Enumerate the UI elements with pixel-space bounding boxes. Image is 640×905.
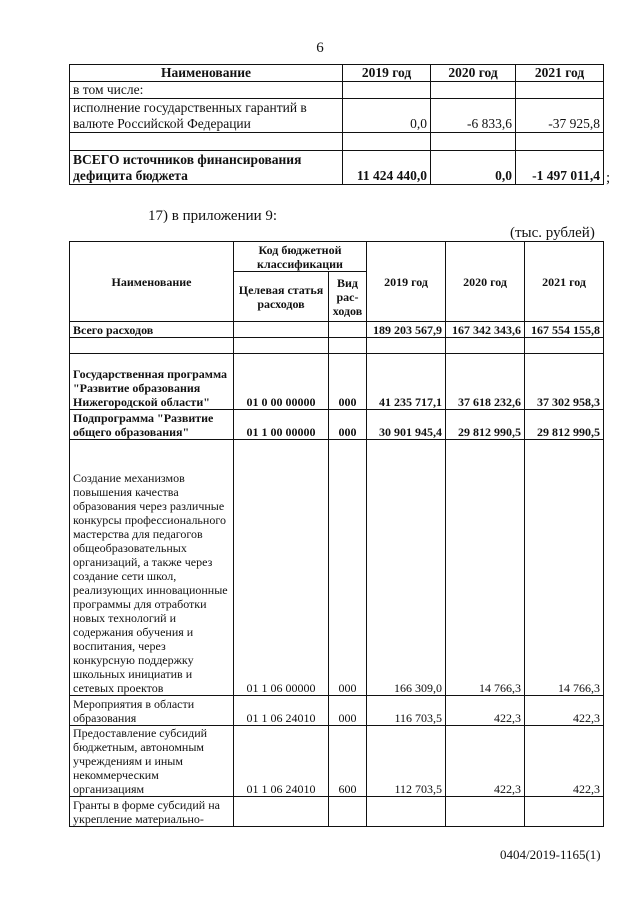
table-row [70, 726, 604, 797]
cell-2021: 422,3 [525, 726, 604, 797]
cell-type [329, 797, 367, 827]
cell-2020: 14 766,3 [446, 440, 525, 696]
cell-2019 [367, 797, 446, 827]
cell-2021: 37 302 958,3 [525, 354, 604, 410]
cell-2020: 167 342 343,6 [446, 322, 525, 338]
cell-type: 000 [329, 696, 367, 726]
expenses-header-top [70, 242, 604, 272]
cell-2019: 0,0 [343, 99, 431, 133]
trailing-semicolon: ; [606, 170, 611, 186]
cell-2020: 29 812 990,5 [446, 410, 525, 440]
cell-target: 01 1 06 24010 [234, 726, 329, 797]
cell-2020: -6 833,6 [431, 99, 516, 133]
cell-2020: 422,3 [446, 726, 525, 797]
table-row [70, 440, 604, 696]
cell-2020: 37 618 232,6 [446, 354, 525, 410]
row-name: Мероприятия в области образования [70, 696, 234, 726]
cell-target: 01 1 06 00000 [234, 440, 329, 696]
cell-2020: 0,0 [431, 151, 516, 185]
header-2020: 2020 год [446, 242, 525, 322]
cell-2020 [431, 133, 516, 151]
cell-2021: 167 554 155,8 [525, 322, 604, 338]
cell-target [234, 338, 329, 354]
cell-type [329, 338, 367, 354]
cell-2020 [431, 82, 516, 99]
cell-2021: -1 497 011,4 [516, 151, 604, 185]
cell-2019: 112 703,5 [367, 726, 446, 797]
cell-type [329, 322, 367, 338]
cell-2019 [343, 82, 431, 99]
cell-target: 01 1 00 00000 [234, 410, 329, 440]
page-number: 6 [316, 40, 324, 56]
cell-target [234, 797, 329, 827]
cell-2021 [516, 133, 604, 151]
cell-type: 000 [329, 410, 367, 440]
document-code: 0404/2019-1165(1) [500, 847, 601, 862]
cell-2019: 166 309,0 [367, 440, 446, 696]
table-row [70, 338, 604, 354]
cell-2021: 29 812 990,5 [525, 410, 604, 440]
row-name: Всего расходов [70, 322, 234, 338]
expenses-table [69, 241, 604, 827]
sources-table [69, 64, 604, 185]
row-name: ВСЕГО источников финансирования дефицита бюджета [70, 151, 343, 185]
units-label: (тыс. рублей) [510, 225, 595, 241]
header-2019: 2019 год [367, 242, 446, 322]
cell-2021 [516, 82, 604, 99]
cell-target [234, 322, 329, 338]
cell-2019: 30 901 945,4 [367, 410, 446, 440]
row-name: Государственная программа "Развитие образования Нижегородской области" [70, 354, 234, 410]
expenses-body [70, 322, 604, 827]
cell-2020: 422,3 [446, 696, 525, 726]
row-name: Предоставление субсидий бюджетным, автономным учреждениям и иным некоммерческим организациям [70, 726, 234, 797]
table-row [70, 133, 604, 151]
cell-type: 000 [329, 440, 367, 696]
cell-2020 [446, 797, 525, 827]
header-name: Наименование [70, 242, 234, 322]
table-row [70, 696, 604, 726]
sources-table-header [70, 65, 604, 82]
header-2019: 2019 год [343, 65, 431, 82]
cell-type: 000 [329, 354, 367, 410]
cell-2021: 14 766,3 [525, 440, 604, 696]
header-type: Вид рас-ходов [329, 272, 367, 322]
cell-2019 [343, 133, 431, 151]
cell-2020 [446, 338, 525, 354]
row-name: Подпрограмма "Развитие общего образования" [70, 410, 234, 440]
table-row [70, 354, 604, 410]
cell-2019: 41 235 717,1 [367, 354, 446, 410]
header-2021: 2021 год [516, 65, 604, 82]
header-name: Наименование [70, 65, 343, 82]
table-row [70, 410, 604, 440]
table-row [70, 322, 604, 338]
cell-2019: 116 703,5 [367, 696, 446, 726]
table-row [70, 797, 604, 827]
header-2021: 2021 год [525, 242, 604, 322]
header-code-group: Код бюджетной классификации [234, 242, 367, 272]
table-row [70, 151, 604, 185]
cell-type: 600 [329, 726, 367, 797]
cell-2021: 422,3 [525, 696, 604, 726]
cell-2021 [525, 797, 604, 827]
cell-target: 01 0 00 00000 [234, 354, 329, 410]
header-target: Целевая статья расходов [234, 272, 329, 322]
row-name: исполнение государственных гарантий в валюте Российской Федерации [70, 99, 343, 133]
cell-2019: 11 424 440,0 [343, 151, 431, 185]
row-name [70, 133, 343, 151]
row-name [70, 338, 234, 354]
cell-2021: -37 925,8 [516, 99, 604, 133]
row-name: в том числе: [70, 82, 343, 99]
row-name: Гранты в форме субсидий на укрепление материально- [70, 797, 234, 827]
table-row [70, 99, 604, 133]
table-row [70, 82, 604, 99]
section-intro: 17) в приложении 9: [148, 208, 278, 224]
header-2020: 2020 год [431, 65, 516, 82]
cell-2021 [525, 338, 604, 354]
cell-2019 [367, 338, 446, 354]
row-name: Создание механизмов повышения качества образования через различные конкурсы профессионального мастерства для педагогов общеобразовательных организаций, а также через создание сети школ, реализующих инновационные программы для отработки новых технологий и содержания обучения и воспитания, через конкурсную поддержку школьных инициатив и сетевых проектов [70, 440, 234, 696]
cell-2019: 189 203 567,9 [367, 322, 446, 338]
cell-target: 01 1 06 24010 [234, 696, 329, 726]
